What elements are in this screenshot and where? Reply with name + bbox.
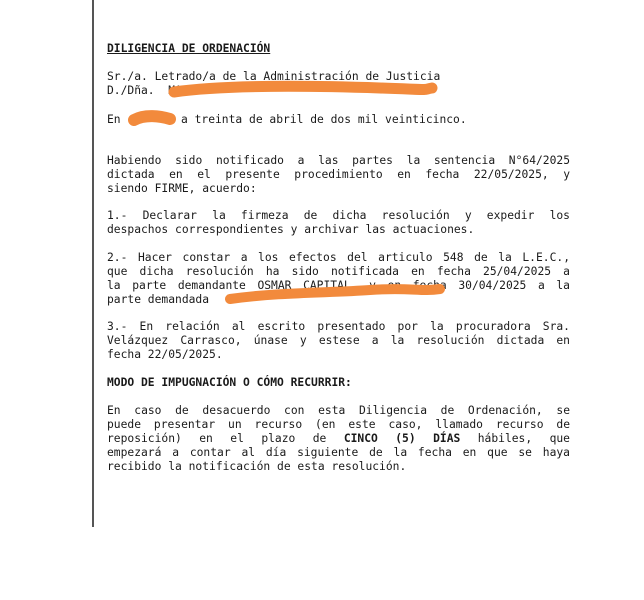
date-line-prefix: En <box>107 113 121 126</box>
section-title-appeal: MODO DE IMPUGNACIÓN O CÓMO RECURRIR: <box>107 376 352 389</box>
date-line-text: a treinta de abril de dos mil veinticinco. <box>181 113 467 126</box>
intro-line-3: siendo FIRME, acuerdo: <box>107 182 257 195</box>
header-line-1: Sr./a. Letrado/a de la Administración de Justicia <box>107 70 441 83</box>
point1-line-1: 1.- Declarar la firmeza de dicha resolución y expedir los <box>107 209 570 222</box>
appeal-line-3-end: hábiles, que <box>477 432 570 445</box>
appeal-line-3 <box>107 432 570 446</box>
point3-line-2: Velázquez Carrasco, únase y estese a la resolución dictada en <box>107 334 570 347</box>
appeal-deadline: CINCO (5) DÍAS <box>343 432 461 445</box>
appeal-line-5: recibido la notificación de esta resolución. <box>107 460 407 473</box>
appeal-line-2: puede presentar un recurso (en este caso, llamado recurso de <box>107 418 570 431</box>
point2-line-2: que dicha resolución ha sido notificada en fecha 25/04/2025 a <box>107 265 570 278</box>
point2-line-1: 2.- Hacer constar a los efectos del articulo 548 de la L.E.C., <box>107 251 570 264</box>
document-title: DILIGENCIA DE ORDENACIÓN <box>107 42 271 55</box>
page-margin-rule <box>92 0 94 527</box>
appeal-line-4: empezará a contar al día siguiente de la fecha en que se haya <box>107 446 570 459</box>
appeal-line-1: En caso de desacuerdo con esta Diligencia de Ordenación, se <box>107 404 570 417</box>
appeal-line-3-start: reposición) en el plazo de <box>107 432 327 445</box>
point2-line-3: la parte demandante OSMAR CAPITAL, y en fecha 30/04/2025 a la <box>107 279 570 292</box>
point1-line-2: despachos correspondientes y archivar las actuaciones. <box>107 223 475 236</box>
intro-line-1: Habiendo sido notificado a las partes la sentencia N°64/2025 <box>107 154 570 167</box>
point2-line-4: parte demandada <box>107 293 210 306</box>
redaction-city <box>134 116 170 120</box>
point3-line-1: 3.- En relación al escrito presentado por la procuradora Sra. <box>107 320 570 333</box>
point3-line-3: fecha 22/05/2025. <box>107 348 223 361</box>
header-line-2: D./Dña. MARIA <box>107 84 203 97</box>
redaction-name-header <box>174 86 432 92</box>
intro-line-2: dictada en el presente procedimiento en fecha 22/05/2025, y <box>107 168 570 181</box>
